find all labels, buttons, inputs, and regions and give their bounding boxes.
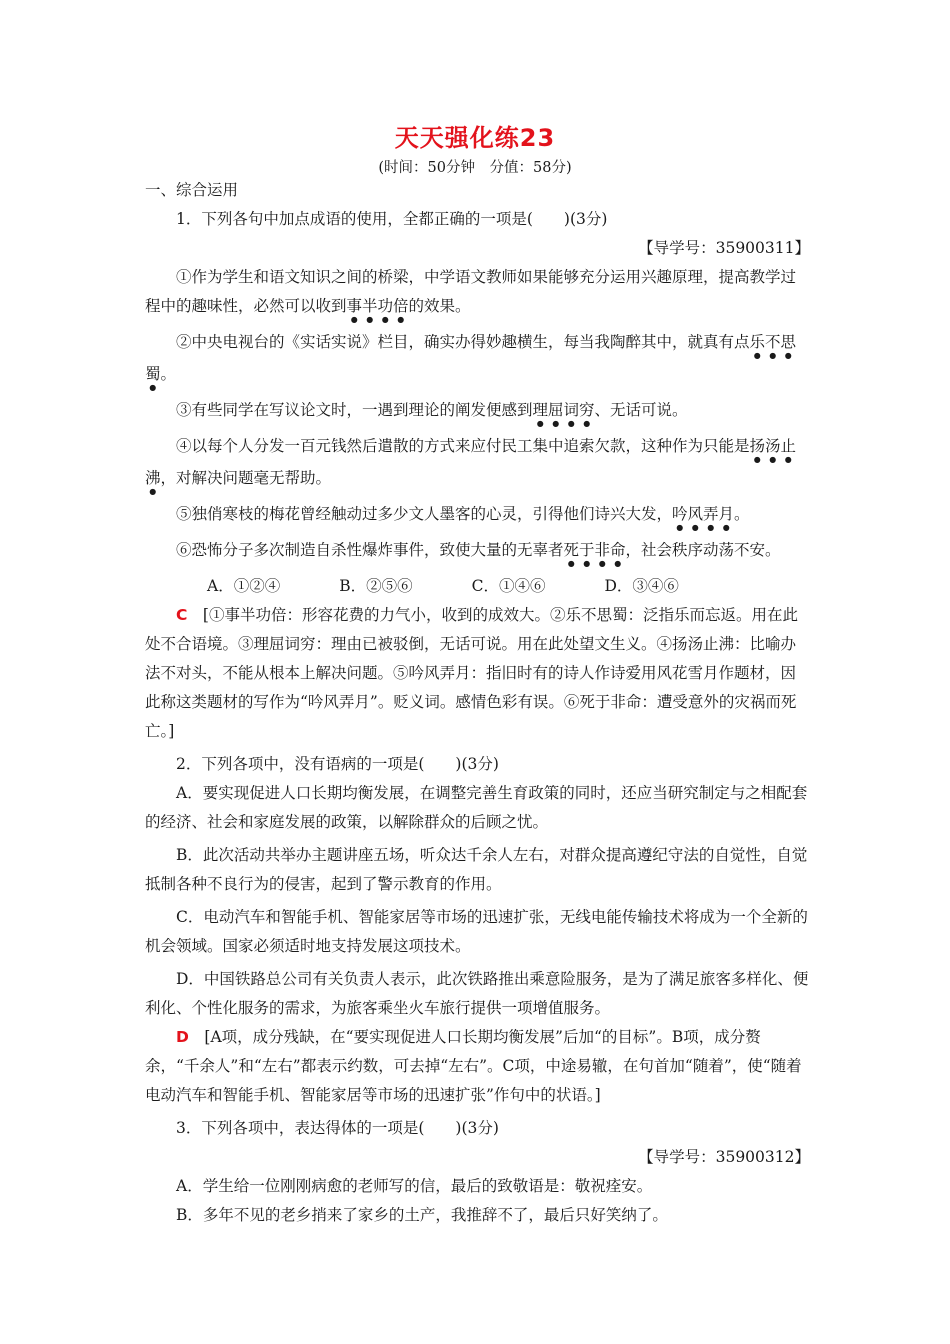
question-1-answer	[145, 601, 810, 746]
dotted-idiom: 扬汤止沸	[145, 437, 797, 487]
option-c: C．①④⑥	[471, 577, 546, 595]
question-2-option-c: C．电动汽车和智能手机、智能家居等市场的迅速扩张，无线电能传输技术将成为一个全新的机会领域。国家必须适时地支持发展这项技术。	[145, 908, 808, 955]
question-2-option-b: B．此次活动共举办主题讲座五场，听众达千余人左右，对群众提高遵纪守法的自觉性，自觉抵制各种不良行为的侵害，起到了警示教育的作用。	[145, 846, 808, 893]
answer-explanation: [①事半功倍：形容花费的力气小，收到的成效大。②乐不思蜀：泛指乐而忘返。用在此处不合语境。③理屈词穷：理由已被驳倒，无话可说。用在此处望文生义。④扬汤止沸：比喻办法不对头，不能从根本上解决问题。⑤吟风弄月：指旧时有的诗人作诗爱用风花雪月作题材，因此称这类题材的写作为“吟风弄月”。贬义词。感情色彩有误。⑥死于非命：遭受意外的灾祸而死亡。]	[145, 606, 798, 740]
question-1-ref: 【导学号：35900311】	[638, 239, 810, 257]
answer-letter: C	[176, 606, 188, 624]
question-2-option-d: D．中国铁路总公司有关负责人表示，此次铁路推出乘意险服务，是为了满足旅客多样化、便利化、个性化服务的需求，为旅客乘坐火车旅行提供一项增值服务。	[145, 970, 809, 1017]
option-b: B．②⑤⑥	[339, 577, 413, 595]
question-1-sentence-2: ②中央电视台的《实话实说》栏目，确实办得妙趣横生，每当我陶醉其中，就真有点乐不思蜀。	[145, 333, 797, 383]
dotted-idiom: 事半功倍	[346, 297, 409, 315]
question-1-sentence-4: ④以每个人分发一百元钱然后遣散的方式来应付民工集中追索欠款，这种作为只能是扬汤止沸，对解决问题毫无帮助。	[145, 437, 797, 487]
question-2-answer	[145, 1023, 810, 1110]
dotted-idiom: 吟风弄月	[672, 505, 735, 523]
dotted-idiom: 乐不思蜀	[145, 333, 797, 383]
question-1-options	[145, 572, 810, 601]
document-body	[145, 176, 810, 1230]
question-3-option-a: A．学生给一位刚刚病愈的老师写的信，最后的致敬语是：敬祝痊安。	[176, 1177, 653, 1195]
option-a: A．①②④	[207, 577, 281, 595]
page-subtitle: (时间：50分钟 分值：58分)	[378, 160, 572, 176]
question-3-option-b: B．多年不见的老乡捎来了家乡的土产，我推辞不了，最后只好笑纳了。	[176, 1206, 668, 1224]
question-1-stem: 1．下列各句中加点成语的使用，全都正确的一项是( )(3分)	[176, 210, 608, 228]
answer-explanation: [A项，成分残缺，在“要实现促进人口长期均衡发展”后加“的目标”。B项，成分赘余，“千余人”和“左右”都表示约数，可去掉“左右”。C项，中途易辙，在句首加“随着”，使“随着电动汽车和智能手机、智能家居等市场的迅速扩张”作句中的状语。]	[145, 1028, 802, 1104]
question-1-sentence-5: ⑤独俏寒枝的梅花曾经触动过多少文人墨客的心灵，引得他们诗兴大发，吟风弄月。	[176, 505, 750, 523]
question-3-ref: 【导学号：35900312】	[638, 1148, 810, 1166]
page-title: 天天强化练23	[394, 124, 556, 152]
question-1-sentence-6: ⑥恐怖分子多次制造自杀性爆炸事件，致使大量的无辜者死于非命，社会秩序动荡不安。	[176, 541, 781, 559]
option-d: D．③④⑥	[604, 577, 679, 595]
question-3-stem: 3．下列各项中，表达得体的一项是( )(3分)	[176, 1119, 499, 1137]
dotted-idiom: 死于非命	[563, 541, 626, 559]
question-1-sentence-3: ③有些同学在写议论文时，一遇到理论的阐发便感到理屈词穷、无话可说。	[176, 401, 688, 419]
answer-letter: D	[176, 1028, 189, 1046]
section-heading: 一、综合运用	[145, 181, 239, 199]
question-2-stem: 2．下列各项中，没有语病的一项是( )(3分)	[176, 755, 499, 773]
question-1-sentence-1: ①作为学生和语文知识之间的桥梁，中学语文教师如果能够充分运用兴趣原理，提高教学过程中的趣味性，必然可以收到事半功倍的效果。	[145, 268, 797, 315]
question-2-option-a: A．要实现促进人口长期均衡发展，在调整完善生育政策的同时，还应当研究制定与之相配套的经济、社会和家庭发展的政策，以解除群众的后顾之忧。	[145, 784, 808, 831]
dotted-idiom: 理屈词穷	[532, 401, 595, 419]
